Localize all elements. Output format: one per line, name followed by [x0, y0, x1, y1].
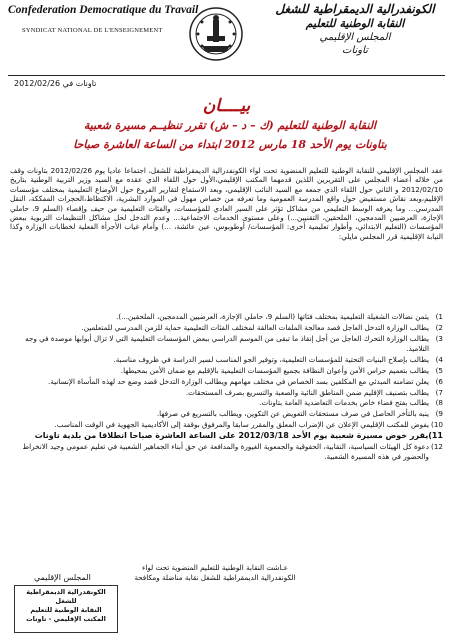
- union-name-fr: SYNDICAT NATIONAL DE L'ENSEIGNEMENT: [22, 27, 163, 34]
- header-left: [8, 4, 199, 34]
- document-headline: [40, 116, 420, 154]
- list-item-text: يطالب الوزارة التحرك العاجل من أجل إنقاذ ما تبقى من الموسم الدراسي ببعض المؤسسات التعليمية التي لا تزال أبوابها موصدة في وجه التلاميذ.: [25, 333, 429, 353]
- list-item: [10, 377, 443, 387]
- header-right: [265, 2, 445, 57]
- list-item-number: 9): [435, 409, 443, 419]
- org-name-ar: الكونفدرالية الديمقراطية للشغل: [275, 2, 435, 16]
- list-item-text: يعلن تضامنه المبدئي مع المكلفين بسد الخصاص في مختلف مهامهم ويطالب الوزارة التدخل قصد وضع حد لهذه المأساة الإنسانية.: [47, 376, 429, 386]
- union-name-ar: النقابة الوطنية للتعليم: [305, 17, 405, 30]
- list-item: [10, 442, 443, 461]
- list-item-number: 12): [431, 442, 443, 452]
- header-divider: [8, 75, 445, 76]
- headline-line-2: بتاونات يوم الأحد 18 مارس 2012 ابتداء من الساعة العاشرة صباحا: [73, 138, 387, 151]
- list-item-text: يفوض للمكتب الإقليمي الإعلان عن الإضراب المعلق والمقرر سابقا والمرفوق بوقفة إلى الأكاديمية الجهوية في الوقت المناسب.: [54, 420, 429, 430]
- list-item-text: يقرر خوض مسيرة شعبية يوم الأحد 2012/03/18 على الساعة العاشرة صباحا انطلاقا من بلدية تاونات: [34, 431, 429, 441]
- list-item-number: 3): [435, 333, 443, 343]
- list-item-text: يطالب بفتح فضاء خاص بخدمات التعاضدية العامة بتاونات.: [259, 398, 429, 408]
- document-title: بيــــان: [202, 96, 251, 116]
- list-item: [10, 334, 443, 353]
- list-item: [10, 431, 443, 441]
- intro-paragraph: [10, 166, 443, 241]
- list-item-text: يطالب بإصلاح البنيات التحتية للمؤسسات التعليمية، وتوفير الجو المناسب لسير الدراسة في ظروف مناسبة.: [113, 354, 429, 364]
- list-item: [10, 388, 443, 398]
- list-item-number: 11): [428, 431, 443, 441]
- list-item-number: 10): [431, 420, 443, 430]
- list-item-number: 4): [435, 354, 443, 364]
- council-label: المجلس الإقليمي: [34, 573, 91, 582]
- city-name-ar: تاونات: [342, 45, 368, 56]
- list-item: [10, 355, 443, 365]
- stamp-line-2: النقابة الوطنية للتعليم: [30, 606, 102, 614]
- list-item: [10, 398, 443, 408]
- list-item-text: يطالب بتصنيف الإقليم ضمن المناطق النائية والصعبة والتسريع بصرف المستحقات.: [185, 387, 429, 397]
- list-item-text: دعوة كل الهيئات السياسية، النقابية، الحقوقية والجمعوية الغيورة والمدافعة عن حق أبناء الجماهير الشعبية في تعليم عمومي وجيد الانخراط والحضور في هذه المسيرة الشعبية.: [22, 442, 429, 462]
- stamp-line-1: الكونفدرالية الديمقراطية للشغل: [26, 588, 106, 605]
- list-item-text: يطالب الوزارة التدخل العاجل قصد معالجة الملفات العالقة لمختلف الفئات التعليمية حماية للزمن المدرسي للمتعلمين.: [81, 322, 429, 332]
- signature-line-1: عـاشت النقابة الوطنية للتعليم المنضوية تحت لواء: [141, 563, 289, 572]
- org-name-fr: Confederation Democratique du Travail: [8, 4, 199, 16]
- stamp-line-3: المكتب الإقليمي - تاونات: [26, 615, 106, 623]
- list-item: [10, 312, 443, 322]
- signature-block: [90, 563, 340, 583]
- list-item: [10, 323, 443, 333]
- intro-text: عقد المجلس الإقليمي للنقابة الوطنية للتعليم المنضوية تحت لواء الكونفدرالية الديمقراطية للشغل، اجتماعا عاديا يوم 2012/02/26 بتاونات وقف من خلاله أعضاء المجلس على التقريرين اللذين قدمهما المكتب الإقليمي،الأول حول اللقاء الذي عقده مع السيد وزير التربية الوطنية بتاريخ 2012/02/10 و الثاني حول اللقاء الذي جمعه مع السيد النائب الإقليمي، وبعد الاستماع لتقارير الفروع حول الأوضاع التعليمية بمختلف مؤسسات الإقليم،وبعد نقاش مستفيض حول واقع المدرسة العمومية وما تعرفه من خصاص مهول في الموارد البشرية، الاكتظاظ،الحجرات المفككة، النقل المدرسي... وما يعرفه الوسط التعليمي من مشاكل تؤثر على السير العادي للمؤسسات، والفئات التعليمية من حيف وإقصاء (السلم 9، حاملي الإجازة، العرضيين المدمجين، الملحقين، التقنيين...) وعلى مستوى الخدمات الاجتماعية... وعدم التدخل لحل مشاكل التنظيمات التربوية ببعض المؤسسات (التعليم الابتدائي، وأطوار تعليمية أخرى: المؤسسات/ أوطوبوس، عين عائشة، ...) وأمام غياب الأجرأة الفعلية لخطابات الوزارة وكذا النيابة الإقليمية قرر المجلس مايلي:: [10, 166, 443, 241]
- official-stamp: [14, 585, 118, 633]
- list-item-number: 7): [435, 387, 443, 397]
- list-item-number: 1): [435, 312, 443, 321]
- signature-line-2: الكونفدرالية الديمقراطية للشغل نقابة مناضلة ومكافحة: [134, 573, 296, 582]
- headline-line-1: النقابة الوطنية للتعليم (ك – د – ش) تقرر تنظيــم مسيرة شعبية: [83, 119, 377, 132]
- list-item-text: ينبه بالتأخر الحاصل في صرف مستحقات التعويض عن التكوين، ويطالب بالتسريع في صرفها.: [156, 409, 429, 419]
- council-name-ar: المجلس الإقليمي: [319, 32, 391, 43]
- list-item-number: 5): [435, 365, 443, 375]
- list-item: [10, 409, 443, 419]
- list-item-text: يطالب بتعميم حراس الأمن وأعوان النظافة بجميع المؤسسات التعليمية بالإقليم مع ضمان الأمن بمحيطها.: [120, 365, 429, 375]
- document-date: تاونات في 2012/02/26: [14, 79, 97, 88]
- decisions-list: [10, 312, 443, 463]
- list-item-number: 2): [435, 322, 443, 332]
- list-item-number: 8): [435, 398, 443, 408]
- list-item: [10, 420, 443, 430]
- list-item: [10, 366, 443, 376]
- list-item-number: 6): [435, 376, 443, 386]
- list-item-text: يثمن نضالات الشغيلة التعليمية بمختلف فئاتها (السلم 9، حاملي الإجازة، العرضيين المدمجين، الملحقين...).: [116, 312, 429, 321]
- union-emblem-icon: [188, 6, 244, 62]
